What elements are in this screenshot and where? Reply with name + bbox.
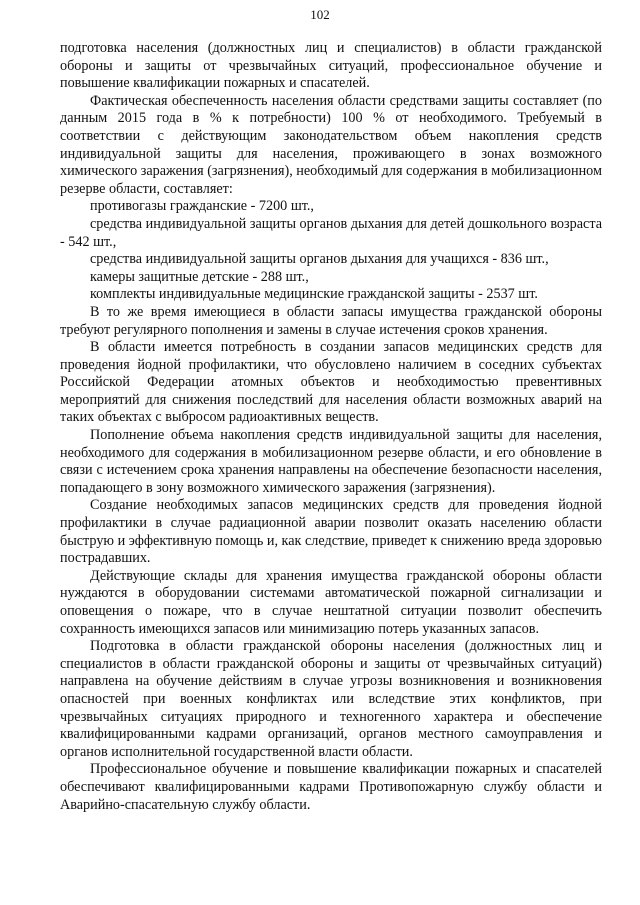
paragraph-civil-defense-training: Подготовка в области гражданской обороны населения (должностных лиц и специалистов в области гражданской обороны и защиты от чрезвычайных ситуаций) направлена на обучение действиям в случае угрозы возникновения и возникновения опасностей при военных конфликтах или вследствие этих конфликтов, при чрезвычайных ситуациях природного и техногенного характера и обеспечение квалифицированными кадрами организаций, органов местного самоуправления и органов исполнительной государственной власти области. xyxy=(60,638,602,760)
paragraph-protection-coverage: Фактическая обеспеченность населения области средствами защиты составляет (по данным 2015 года в % к потребности) 100 % от необходимого. Требуемый в соответствии с действующим законодательством объем накопления средств индивидуальной защиты для населения, проживающего в зонах возможного химического заражения (загрязнения), необходимый для содержания в мобилизационном резерве области, составляет: xyxy=(60,92,602,197)
list-item-gas-masks: противогазы гражданские - 7200 шт., xyxy=(90,198,314,215)
document-body xyxy=(60,40,602,814)
list-item-student-respirators: средства индивидуальной защиты органов дыхания для учащихся - 836 шт., xyxy=(90,251,549,268)
paragraph-iodine-need: В области имеется потребность в создании запасов медицинских средств для проведения йодной профилактики, что обусловлено наличием в соседних субъектах Российской Федерации атомных объектов и необходимостью превентивных мероприятий для снижения последствий для населения области возможных аварий на таких объектах с выбросом радиоактивных веществ. xyxy=(60,339,602,426)
paragraph-warehouses: Действующие склады для хранения имущества гражданской обороны области нуждаются в оборудовании системами автоматической пожарной сигнализации и оповещения о пожаре, что в случае нештатной ситуации позволит обеспечить сохранность имеющихся запасов или минимизацию потерь указанных запасов. xyxy=(60,567,602,637)
page-number: 102 xyxy=(310,7,330,22)
paragraph-medical-stocks: Создание необходимых запасов медицинских средств для проведения йодной профилактики в случае радиационной аварии позволит оказать населению области быструю и эффективную помощь и, как следствие, приведет к снижению вреда здоровью пострадавших. xyxy=(60,497,602,567)
paragraph-stock-renewal: В то же время имеющиеся в области запасы имущества гражданской обороны требуют регулярного пополнения и замены в случае истечения сроков хранения. xyxy=(60,303,602,338)
paragraph-continuation: подготовка населения (должностных лиц и специалистов) в области гражданской обороны и защиты от чрезвычайных ситуаций, профессиональное обучение и повышение квалификации пожарных и спасателей. xyxy=(60,40,602,92)
list-item-child-chambers: камеры защитные детские - 288 шт., xyxy=(90,268,309,285)
list-item-preschool-respirators: средства индивидуальной защиты органов дыхания для детей дошкольного возраста - 542 шт., xyxy=(60,215,602,250)
paragraph-professional-training: Профессиональное обучение и повышение квалификации пожарных и спасателей обеспечивают квалифицированными кадрами Противопожарную службу области и Аварийно-спасательную службу области. xyxy=(60,761,602,813)
paragraph-ppe-replenishment: Пополнение объема накопления средств индивидуальной защиты для населения, необходимого для содержания в мобилизационном резерве области, и его обновление в связи с истечением срока хранения направлены на обеспечение безопасности населения, попадающего в зону возможного химического заражения (загрязнения). xyxy=(60,427,602,496)
list-item-medical-kits: комплекты индивидуальные медицинские гражданской защиты - 2537 шт. xyxy=(90,286,538,303)
